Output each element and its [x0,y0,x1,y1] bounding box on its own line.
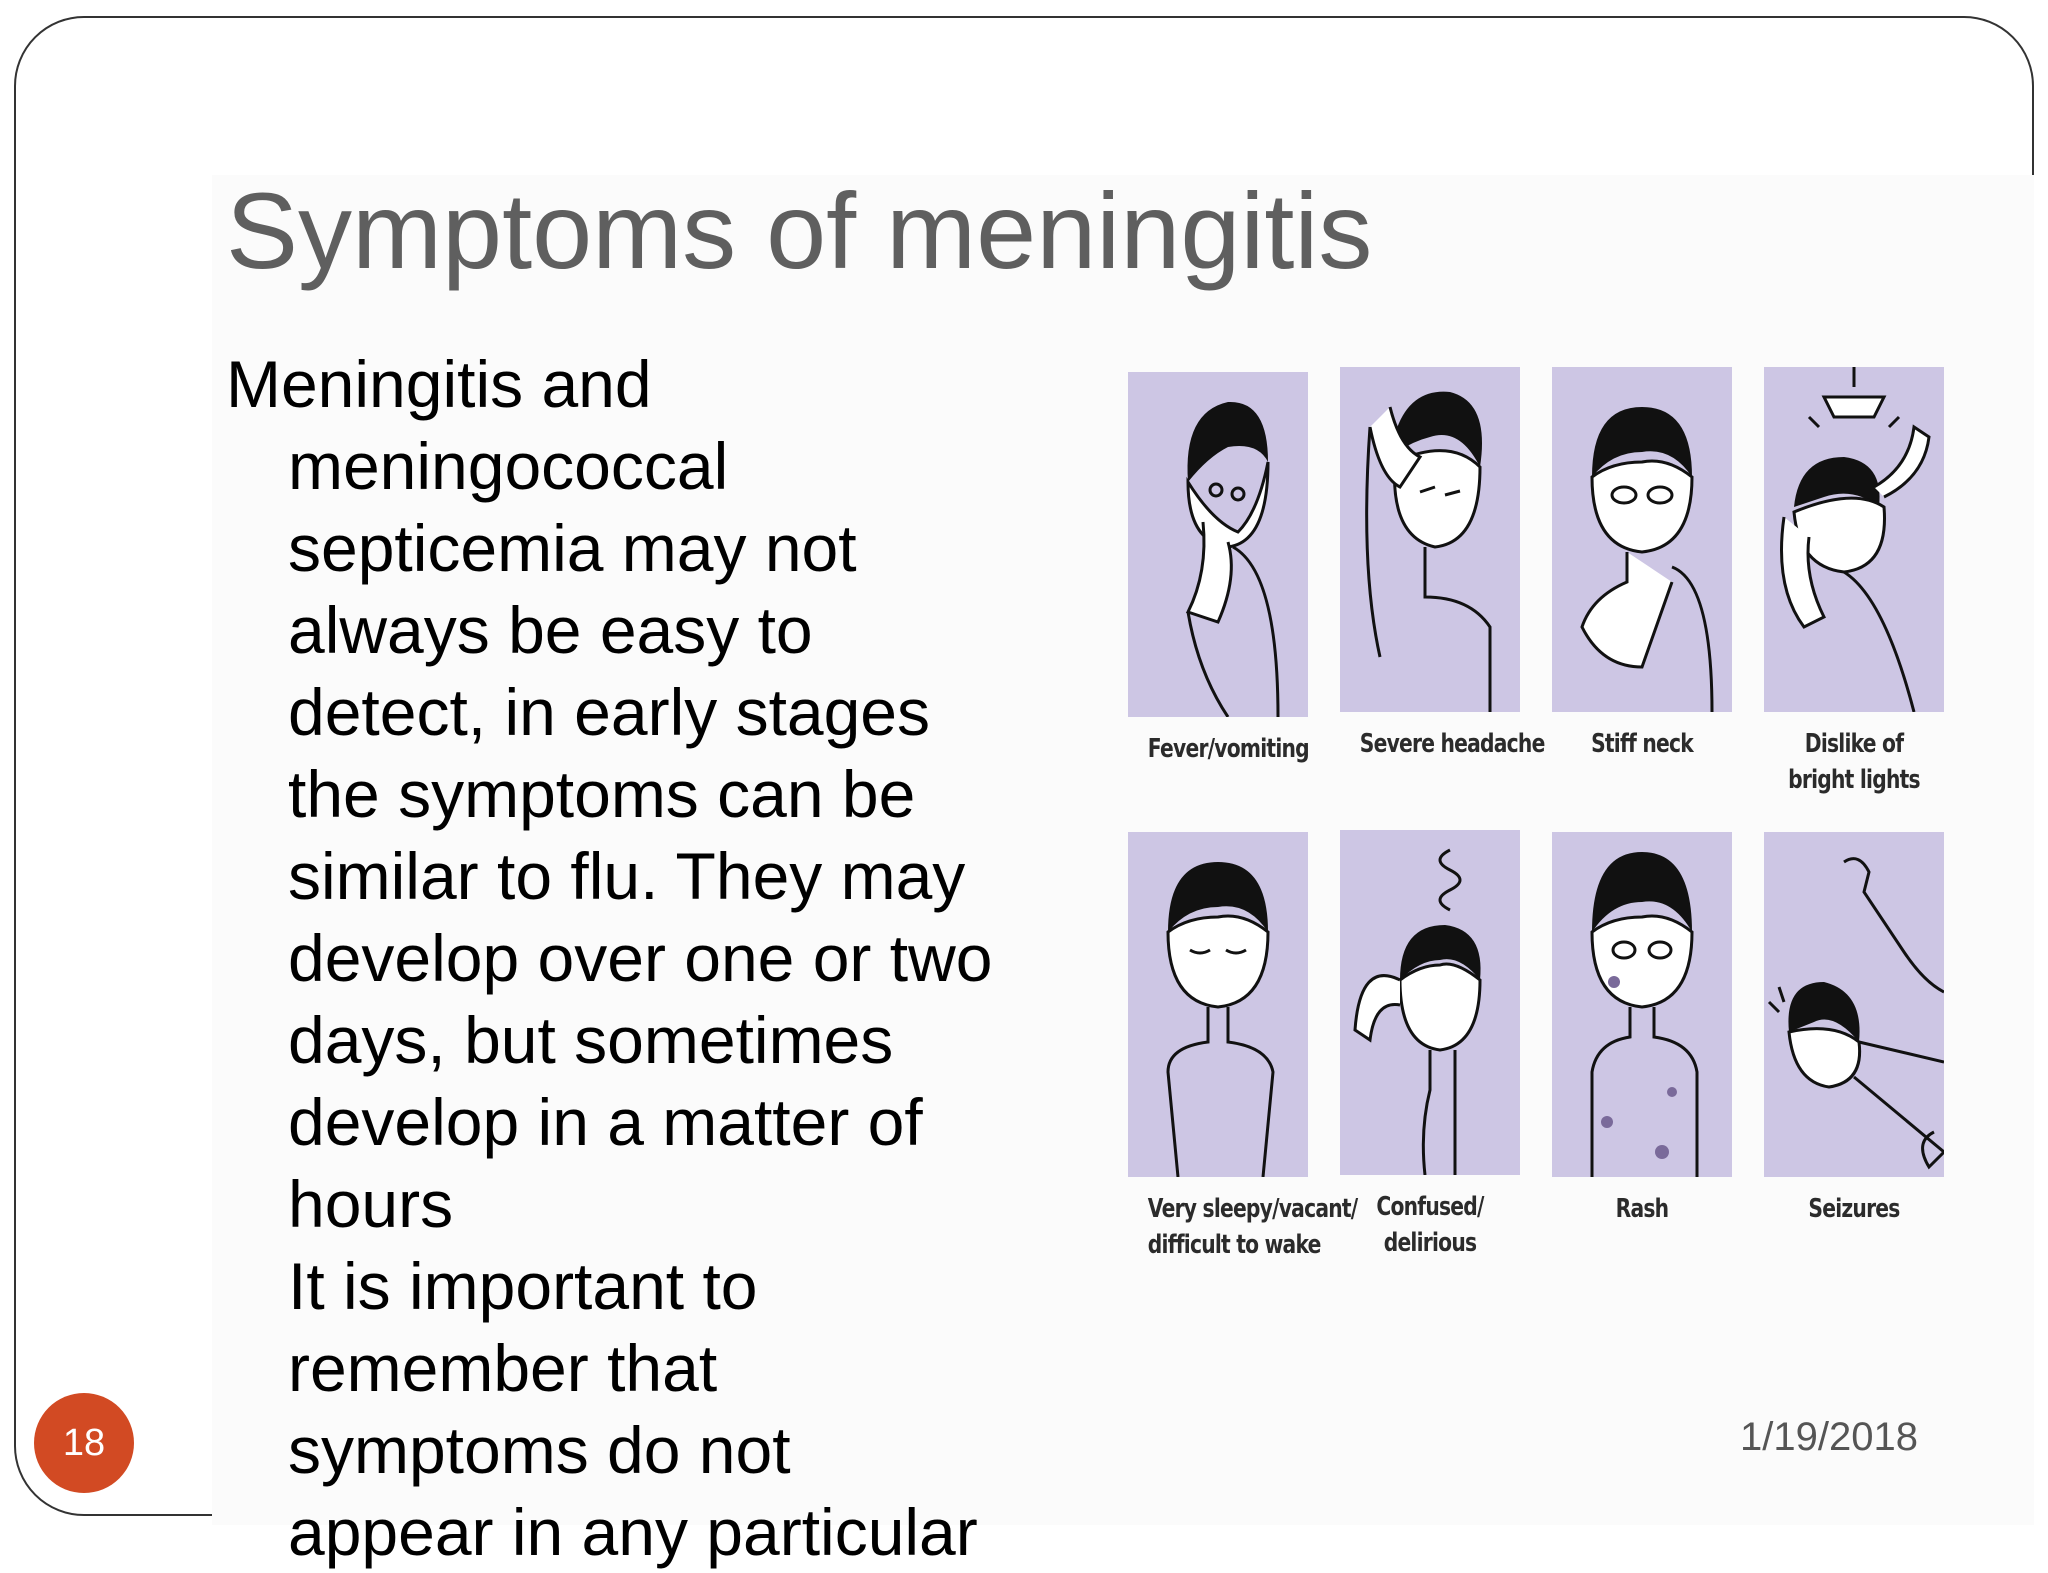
symptom-panel-stiff-neck [1552,367,1732,762]
symptom-caption: Dislike of [1804,729,1904,759]
symptom-caption: difficult to wake [1147,1230,1321,1260]
body-line: always be easy to [288,593,813,667]
body-text [226,343,1046,1573]
seizures-icon [1764,832,1944,1177]
body-line: similar to flu. They may [288,839,966,913]
body-line: detect, in early stages [288,675,931,749]
body-line: days, but sometimes [288,1003,894,1077]
symptom-panel-fever [1128,372,1308,767]
symptom-caption: Stiff neck [1591,729,1693,759]
symptom-panel-headache [1340,367,1545,762]
symptom-panel-seizures [1764,832,1944,1227]
body-line: develop in a matter of [288,1085,923,1159]
slide-date: 1/19/2018 [1740,1415,1918,1459]
symptom-panel-sleepy [1128,832,1358,1263]
dislike-bright-lights-icon [1764,367,1944,712]
slide-number-badge: 18 [34,1393,134,1493]
symptom-panel-confused [1340,830,1520,1261]
fever-vomiting-icon [1128,372,1308,717]
symptom-caption: Very sleepy/vacant/ [1147,1194,1358,1224]
body-line: It is important to [288,1249,758,1323]
symptom-caption: delirious [1383,1228,1477,1258]
symptom-caption: Severe headache [1359,729,1545,759]
body-line: develop over one or two [288,921,993,995]
body-line: remember that [288,1331,718,1405]
confused-icon [1340,830,1520,1175]
stiff-neck-icon [1552,367,1732,712]
symptom-caption: Seizures [1808,1194,1900,1224]
body-line: symptoms do not [288,1413,791,1487]
rash-icon [1552,832,1732,1177]
body-line: appear in any particular [288,1495,978,1569]
severe-headache-icon [1340,367,1520,712]
body-line: septicemia may not [288,511,857,585]
symptom-caption: bright lights [1788,765,1920,795]
symptom-caption: Rash [1615,1194,1669,1224]
symptom-caption: Confused/ [1376,1192,1484,1222]
symptom-caption: Fever/vomiting [1147,734,1309,764]
body-line: Meningitis and [226,347,652,421]
symptom-panel-bright-lights [1764,367,1944,798]
slide-title: Symptoms of meningitis [226,170,1373,291]
body-line: hours [288,1167,454,1241]
body-line: the symptoms can be [288,757,916,831]
very-sleepy-icon [1128,832,1308,1177]
symptom-panel-rash [1552,832,1732,1227]
body-line: meningococcal [288,429,729,503]
symptoms-illustration [1128,362,1946,1282]
